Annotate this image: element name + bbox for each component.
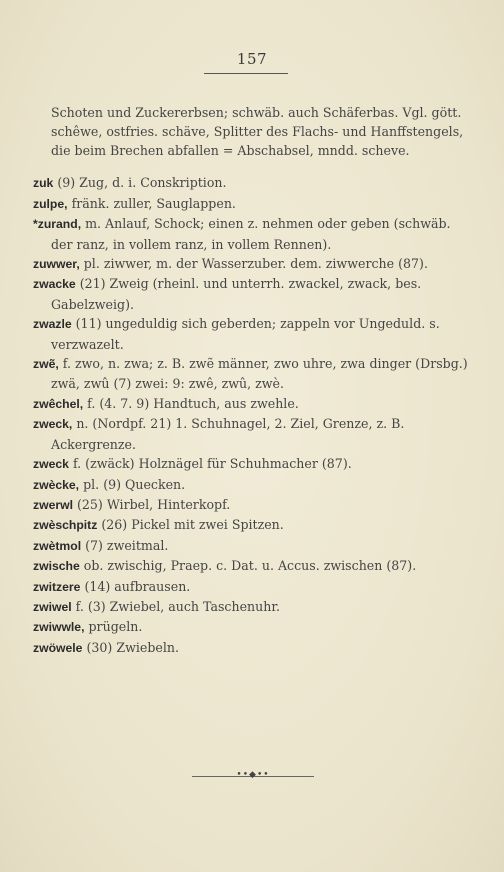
entry-list [33,90,473,658]
entry-definition: (26) Pickel mit zwei Spitzen. [101,517,284,533]
dictionary-entry [33,354,473,394]
entry-definition: pl. ziwwer, m. der Wasserzuber. dem. ziwwerche (87). [83,256,428,272]
entry-definition: f. (zwäck) Holznägel für Schuhmacher (87). [72,456,352,472]
entry-headword: zwètmol [33,538,82,553]
dictionary-entry [33,617,473,637]
dictionary-entry [33,394,473,414]
entry-headword: zwiwel [33,599,72,614]
entry-definition: (21) Zweig (rheinl. und unterrh. zwackel, zwack, bes. Gabelzweig). [51,276,422,312]
entry-definition: f. (4. 7. 9) Handtuch, aus zwehle. [87,395,299,411]
entry-definition: fränk. zuller, Sauglappen. [71,195,236,211]
continued-entry-text: Schoten und Zuckererbsen; schwäb. auch Schäferbas. Vgl. gött. schêwe, ostfries. schäve, Splitter des Flachs- und Hanffstengels, die beim Brechen abfallen = Abschabsel, mndd. scheve. [51,104,464,159]
entry-headword: zwiwwle, [33,620,85,635]
entry-definition: f. zwo, n. zwa; z. B. zwẽ männer, zwo uhre, zwa dinger (Drsbg.) zwä, zwû (7) zwei: 9: zwê, zwû, zwè. [51,356,468,392]
dictionary-entry [33,597,473,617]
entry-headword: zwitzere [33,579,81,594]
entry-definition: (30) Zwiebeln. [86,639,179,655]
header-rule [204,73,288,74]
entry-headword: zwacke [33,277,76,292]
entry-headword: zweck, [33,417,73,432]
dictionary-entry [33,475,473,495]
entry-headword: zweck [33,457,69,472]
dictionary-entry [33,556,473,576]
entry-definition: m. Anlauf, Schock; einen z. nehmen oder geben (schwäb. der ranz, in vollem ranz, in vollem Rennen). [51,216,451,252]
dictionary-entry [33,536,473,556]
entry-headword: zwöwele [33,640,83,655]
dictionary-entry [33,638,473,658]
page-number: 157 [236,50,268,68]
entry-definition: (7) zweitmal. [85,537,169,553]
entry-headword: zwècke, [33,477,80,492]
entry-definition: ob. zwischig, Praep. c. Dat. u. Accus. zwischen (87). [83,558,417,574]
dictionary-entry [33,274,473,314]
dictionary-entry [33,414,473,454]
entry-definition: n. (Nordpf. 21) 1. Schuhnagel, 2. Ziel, Grenze, z. B. Ackergrenze. [51,416,405,452]
entry-headword: zwêchel, [33,396,84,411]
entry-headword: zulpe, [33,196,68,211]
dictionary-entry [33,577,473,597]
entry-headword: zwische [33,559,80,574]
entry-definition: (25) Wirbel, Hinterkopf. [76,496,231,512]
entry-headword: *zurand, [33,217,82,232]
entry-headword: zuwwer, [33,257,80,272]
entry-definition: pl. (9) Quecken. [83,476,186,492]
entry-headword: zwẽ, [33,357,59,372]
dictionary-entry [33,495,473,515]
dictionary-entry [33,515,473,535]
ornament-dots: ••◆•• [236,770,270,780]
entry-headword: zwerwl [33,497,73,512]
dictionary-entry [33,214,473,254]
entry-definition: (11) ungeduldig sich geberden; zappeln vor Ungeduld. s. verzwazelt. [51,316,440,352]
dictionary-entry [33,194,473,214]
entry-headword: zwazle [33,317,72,332]
dictionary-entry [33,454,473,474]
entry-definition: (14) aufbrausen. [84,578,191,594]
entry-definition: prügeln. [88,619,143,635]
entry-headword: zuk [33,176,54,191]
dictionary-entry [33,173,473,193]
dictionary-entry [33,314,473,354]
end-ornament [192,770,314,780]
dictionary-entry [33,254,473,274]
entry-headword: zwèschpitz [33,518,98,533]
entry-definition: (9) Zug, d. i. Conskription. [57,175,227,191]
entry-definition: f. (3) Zwiebel, auch Taschenuhr. [75,598,281,614]
